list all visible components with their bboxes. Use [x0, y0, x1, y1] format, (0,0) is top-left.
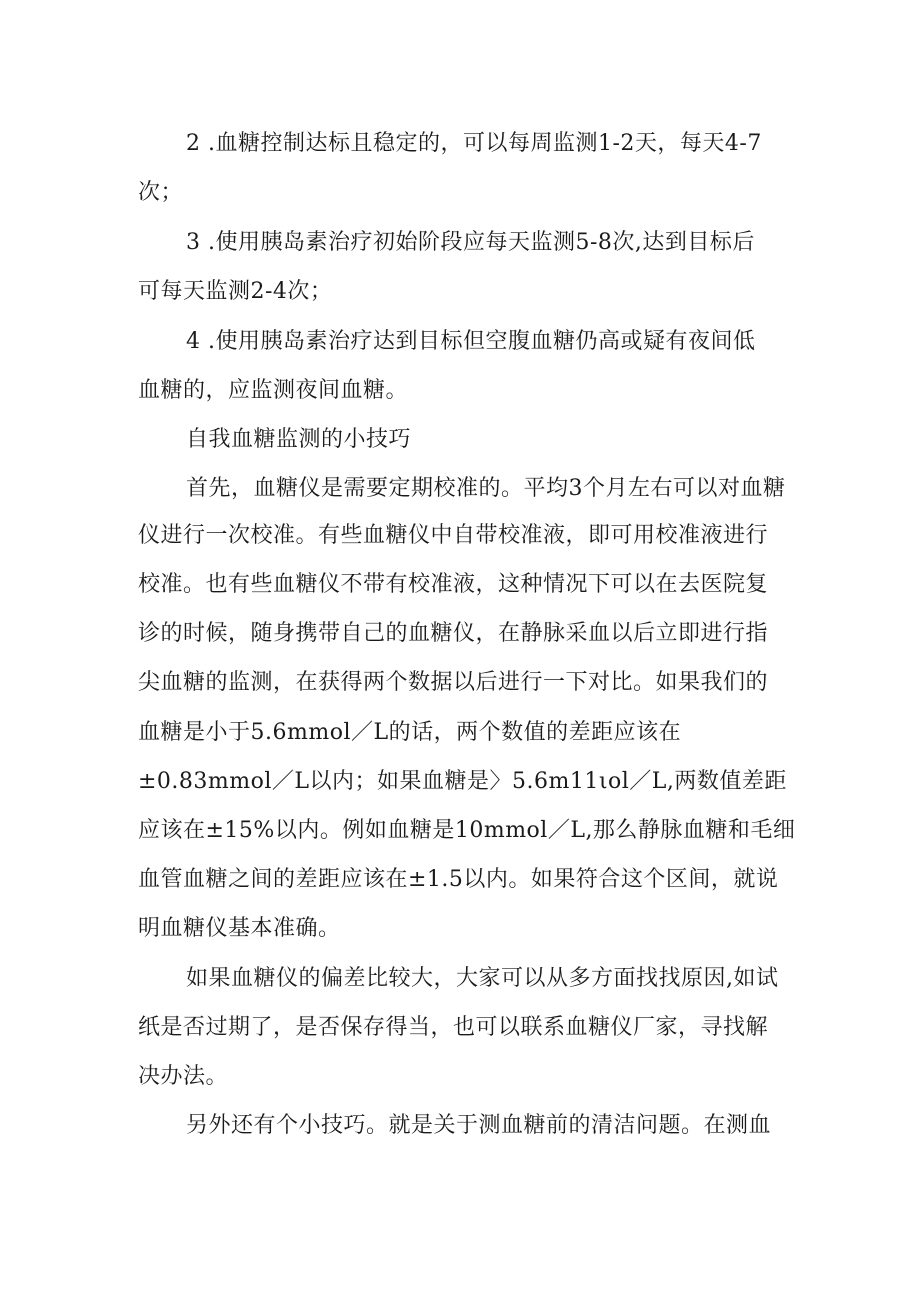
- text-line: 次；: [138, 180, 184, 205]
- text-line: 尖血糖的监测，在获得两个数据以后进行一下对比。如果我们的: [138, 670, 769, 695]
- text-line: 血管血糖之间的差距应该在±1.5以内。如果符合这个区间，就说: [138, 867, 779, 892]
- section-heading: 自我血糖监测的小技巧: [186, 427, 412, 452]
- text-line: ±0.83mmol／L以内；如果血糖是〉5.6m11ιol／L,两数值差距: [138, 769, 787, 794]
- text-line: 3 .使用胰岛素治疗初始阶段应每天监测5-8次,达到目标后: [186, 230, 755, 255]
- text-line: 诊的时候，随身携带自己的血糖仪，在静脉采血以后立即进行指: [138, 621, 769, 646]
- text-line: 应该在±15%以内。例如血糖是10mmol／L,那么静脉血糖和毛细: [138, 818, 796, 843]
- text-line: 纸是否过期了，是否保存得当，也可以联系血糖仪厂家，寻找解: [138, 1015, 769, 1040]
- text-line: 可每天监测2-4次；: [138, 279, 333, 304]
- text-line: 血糖是小于5.6mmol／L的话，两个数值的差距应该在: [138, 720, 682, 745]
- text-line: 另外还有个小技巧。就是关于测血糖前的清洁问题。在测血: [186, 1113, 772, 1138]
- text-line: 决办法。: [138, 1064, 229, 1089]
- text-line: 血糖的，应监测夜间血糖。: [138, 378, 409, 403]
- text-line: 2 .血糖控制达标且稳定的，可以每周监测1-2天，每天4-7: [186, 131, 762, 156]
- text-line: 首先，血糖仪是需要定期校准的。平均3个月左右可以对血糖: [186, 476, 786, 501]
- text-line: 如果血糖仪的偏差比较大，大家可以从多方面找找原因,如试: [186, 966, 779, 991]
- text-line: 4 .使用胰岛素治疗达到目标但空腹血糖仍高或疑有夜间低: [186, 329, 756, 354]
- text-line: 校准。也有些血糖仪不带有校准液，这种情况下可以在去医院复: [138, 572, 769, 597]
- text-line: 仪进行一次校准。有些血糖仪中自带校准液，即可用校准液进行: [138, 523, 769, 548]
- text-line: 明血糖仪基本准确。: [138, 916, 341, 941]
